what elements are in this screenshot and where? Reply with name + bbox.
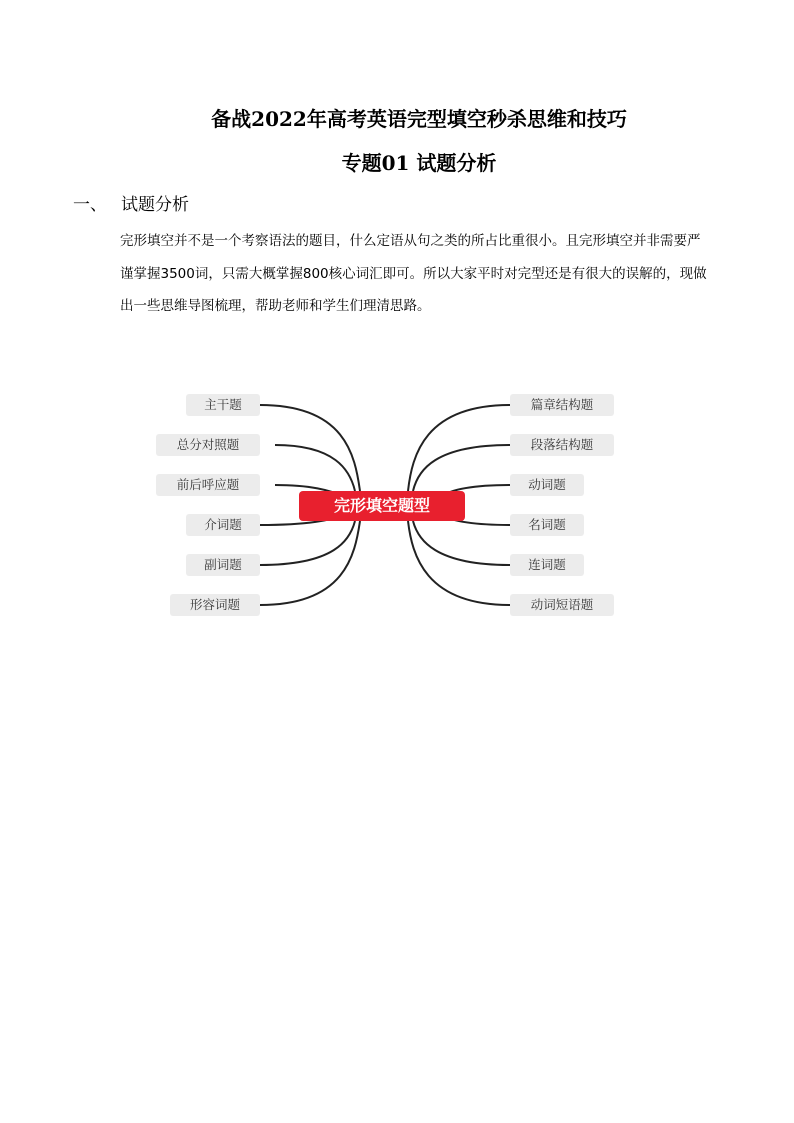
node-left-1: 主干题 (186, 394, 260, 416)
document-subtitle: 专题01 试题分析 (341, 151, 497, 175)
node-left-5: 副词题 (186, 554, 260, 576)
link-right-6 (408, 521, 510, 605)
node-right-4: 名词题 (510, 514, 584, 536)
link-left-2 (275, 445, 355, 491)
node-left-3: 前后呼应题 (156, 474, 260, 496)
link-right-2 (413, 445, 510, 491)
link-right-5 (413, 521, 510, 565)
mind-map (150, 385, 630, 625)
link-left-5 (260, 521, 355, 565)
node-right-1: 篇章结构题 (510, 394, 614, 416)
link-right-1 (408, 405, 510, 491)
link-left-6 (260, 521, 360, 605)
document-title: 备战2022年高考英语完型填空秒杀思维和技巧 (211, 107, 627, 131)
mind-map-center-node: 完形填空题型 (299, 491, 465, 521)
node-left-4: 介词题 (186, 514, 260, 536)
node-left-2: 总分对照题 (156, 434, 260, 456)
paragraph-line-3: 出一些思维导图梳理，帮助老师和学生们理清思路。 (120, 298, 431, 314)
section-number: 一、 (73, 195, 107, 215)
node-right-2: 段落结构题 (510, 434, 614, 456)
paragraph-line-1: 完形填空并不是一个考察语法的题目，什么定语从句之类的所占比重很小。且完形填空并非需要严 (120, 233, 701, 249)
paragraph-line-2: 谨掌握3500词，只需大概掌握800核心词汇即可。所以大家平时对完型还是有很大的误解的，现做 (120, 266, 707, 282)
section-heading (73, 190, 189, 215)
node-right-3: 动词题 (510, 474, 584, 496)
node-left-6: 形容词题 (170, 594, 260, 616)
node-right-5: 连词题 (510, 554, 584, 576)
section-heading-text: 试题分析 (121, 195, 189, 215)
node-right-6: 动词短语题 (510, 594, 614, 616)
